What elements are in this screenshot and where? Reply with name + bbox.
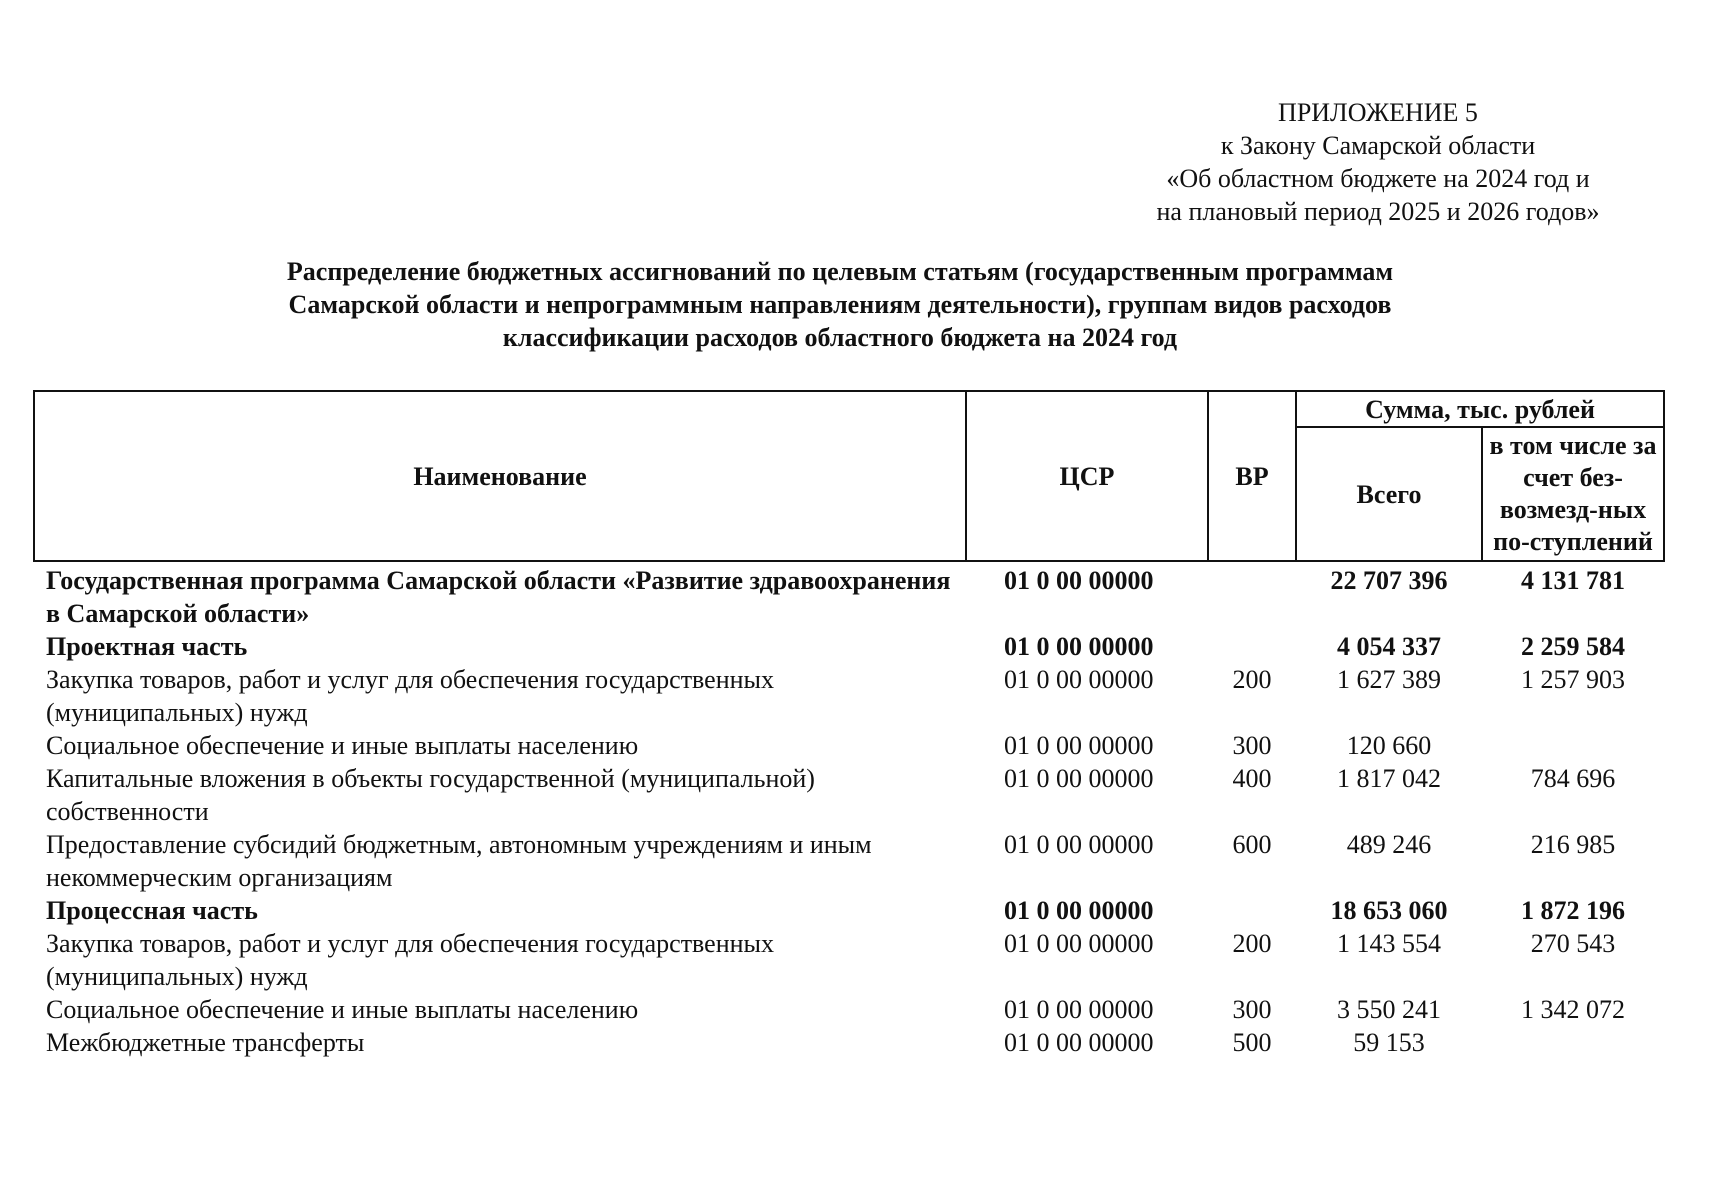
table-row <box>34 663 1664 729</box>
cell-csr: 01 0 00 00000 <box>1004 566 1154 595</box>
header-free-receipts: в том числе за счет без-возмезд-ных по-ступлений <box>1482 427 1664 561</box>
cell-vr <box>1208 561 1296 630</box>
cell-name: Государственная программа Самарской области «Развитие здравоохранения в Самарской области» <box>46 566 951 628</box>
cell-free: 216 985 <box>1530 830 1616 859</box>
cell-total: 1 143 554 <box>1337 929 1441 958</box>
cell-total: 120 660 <box>1346 731 1432 760</box>
cell-csr: 01 0 00 00000 <box>1004 896 1154 925</box>
appendix-number: ПРИЛОЖЕНИЕ 5 <box>1278 98 1478 127</box>
appendix-block <box>1098 96 1658 228</box>
cell-total: 489 246 <box>1346 830 1432 859</box>
appendix-law-period: на плановый период 2025 и 2026 годов» <box>1156 197 1600 226</box>
cell-csr: 01 0 00 00000 <box>1004 929 1154 958</box>
cell-csr: 01 0 00 00000 <box>1004 665 1154 694</box>
cell-total: 18 653 060 <box>1330 896 1448 925</box>
cell-name: Закупка товаров, работ и услуг для обеспечения государственных (муниципальных) нужд <box>46 929 775 991</box>
table-row <box>34 729 1664 762</box>
appendix-law-title: «Об областном бюджете на 2024 год и <box>1166 164 1590 193</box>
cell-vr: 300 <box>1232 731 1272 760</box>
cell-name: Проектная часть <box>46 632 248 661</box>
cell-total: 1 817 042 <box>1337 764 1441 793</box>
cell-total: 1 627 389 <box>1337 665 1441 694</box>
budget-table <box>33 390 1665 1059</box>
cell-total: 4 054 337 <box>1337 632 1441 661</box>
cell-free: 1 342 072 <box>1521 995 1625 1024</box>
table-row <box>34 894 1664 927</box>
cell-free: 1 257 903 <box>1521 665 1625 694</box>
cell-csr: 01 0 00 00000 <box>1004 1028 1154 1057</box>
table-row <box>34 993 1664 1026</box>
cell-vr: 200 <box>1232 665 1272 694</box>
cell-name: Межбюджетные трансферты <box>46 1028 365 1057</box>
cell-free <box>1482 729 1664 762</box>
title-line-2: Самарской области и непрограммным направлениям деятельности), группам видов расходов <box>288 290 1392 319</box>
title-line-3: классификации расходов областного бюджета на 2024 год <box>502 323 1178 352</box>
cell-name: Капитальные вложения в объекты государственной (муниципальной) собственности <box>46 764 815 826</box>
cell-name: Предоставление субсидий бюджетным, автономным учреждениям и иным некоммерческим организациям <box>46 830 872 892</box>
appendix-law-ref: к Закону Самарской области <box>1220 131 1536 160</box>
header-sum: Сумма, тыс. рублей <box>1296 391 1664 427</box>
table-row <box>34 561 1664 630</box>
cell-free <box>1482 1026 1664 1059</box>
table-header <box>34 391 1664 561</box>
table-row <box>34 828 1664 894</box>
cell-csr: 01 0 00 00000 <box>1004 731 1154 760</box>
cell-vr <box>1208 894 1296 927</box>
table-row <box>34 927 1664 993</box>
title-line-1: Распределение бюджетных ассигнований по целевым статьям (государственным программам <box>286 257 1394 286</box>
header-csr: ЦСР <box>966 391 1208 561</box>
table-row <box>34 630 1664 663</box>
cell-csr: 01 0 00 00000 <box>1004 830 1154 859</box>
cell-vr: 400 <box>1232 764 1272 793</box>
cell-csr: 01 0 00 00000 <box>1004 632 1154 661</box>
cell-total: 59 153 <box>1353 1028 1425 1057</box>
header-vr: ВР <box>1208 391 1296 561</box>
document-title <box>180 255 1500 354</box>
cell-csr: 01 0 00 00000 <box>1004 995 1154 1024</box>
cell-vr: 200 <box>1232 929 1272 958</box>
cell-name: Социальное обеспечение и иные выплаты населению <box>46 731 639 760</box>
cell-vr <box>1208 630 1296 663</box>
cell-csr: 01 0 00 00000 <box>1004 764 1154 793</box>
cell-total: 3 550 241 <box>1337 995 1441 1024</box>
cell-free: 1 872 196 <box>1521 896 1625 925</box>
cell-vr: 600 <box>1232 830 1272 859</box>
cell-name: Социальное обеспечение и иные выплаты населению <box>46 995 639 1024</box>
cell-total: 22 707 396 <box>1330 566 1448 595</box>
cell-free: 270 543 <box>1530 929 1616 958</box>
cell-free: 4 131 781 <box>1521 566 1625 595</box>
table-row <box>34 1026 1664 1059</box>
table-row <box>34 762 1664 828</box>
cell-vr: 300 <box>1232 995 1272 1024</box>
cell-free: 2 259 584 <box>1521 632 1625 661</box>
table-body <box>34 561 1664 1059</box>
cell-vr: 500 <box>1232 1028 1272 1057</box>
cell-name: Процессная часть <box>46 896 258 925</box>
cell-name: Закупка товаров, работ и услуг для обеспечения государственных (муниципальных) нужд <box>46 665 775 727</box>
header-total: Всего <box>1296 427 1482 561</box>
cell-free: 784 696 <box>1530 764 1616 793</box>
header-name: Наименование <box>34 391 966 561</box>
